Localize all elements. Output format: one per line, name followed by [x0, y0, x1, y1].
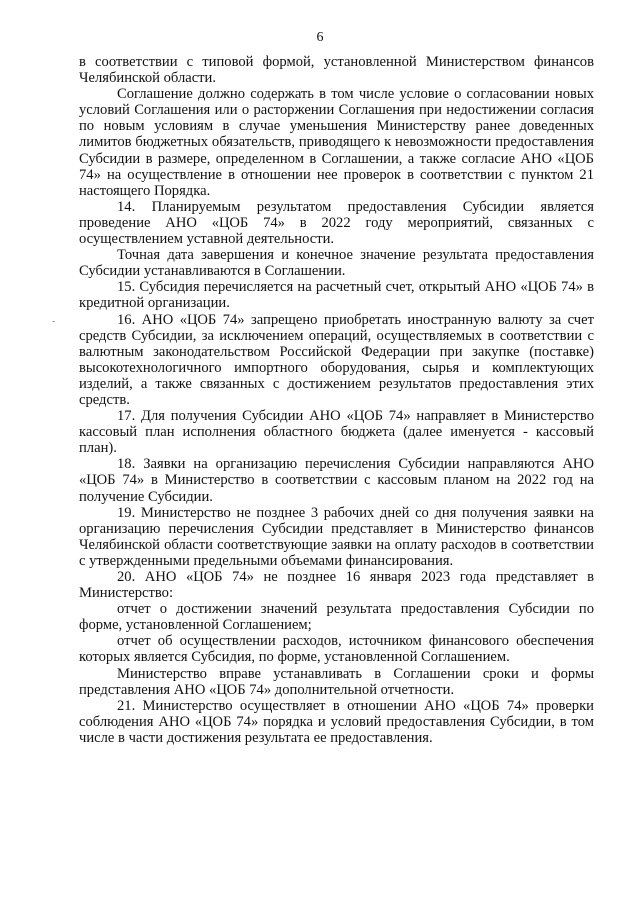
- paragraph: 15. Субсидия перечисляется на расчетный счет, открытый АНО «ЦОБ 74» в кредитной организации.: [79, 279, 594, 312]
- paragraph: 16. АНО «ЦОБ 74» запрещено приобретать иностранную валюту за счет средств Субсидии, за исключением операций, осуществляемых в соответствии с валютным законодательством Российской Федерации при закупке (поставке) высокотехнологичного импортного оборудования, сырья и комплектующих изделий, а также связанных с достижением результатов предоставления этих средств.: [79, 311, 594, 408]
- paragraph: 21. Министерство осуществляет в отношении АНО «ЦОБ 74» проверки соблюдения АНО «ЦОБ 74» порядка и условий предоставления Субсидии, в том числе в части достижения результата ее предоставления.: [79, 697, 594, 746]
- paragraph: 18. Заявки на организацию перечисления Субсидии направляются АНО «ЦОБ 74» в Министерство в соответствии с кассовым планом на 2022 год на получение Субсидии.: [79, 456, 594, 505]
- paragraph: 14. Планируемым результатом предоставления Субсидии является проведение АНО «ЦОБ 74» в 2022 году мероприятий, связанных с осуществлением уставной деятельности.: [79, 198, 594, 248]
- paragraph: 20. АНО «ЦОБ 74» не позднее 16 января 2023 года представляет в Министерство:: [79, 569, 594, 602]
- paragraph: в соответствии с типовой формой, установленной Министерством финансов Челябинской области.: [79, 54, 594, 87]
- paragraph: отчет об осуществлении расходов, источником финансового обеспечения которых является Субсидия, по форме, установленной Соглашением.: [79, 633, 594, 666]
- paragraph: Точная дата завершения и конечное значение результата предоставления Субсидии устанавливаются в Соглашении.: [79, 247, 594, 280]
- paragraph: Соглашение должно содержать в том числе условие о согласовании новых условий Соглашения или о расторжении Соглашения при недостижении согласия по новым условиям в случае уменьшения Министерству ранее доведенных лимитов бюджетных обязательств, приводящего к невозможности предоставления Субсидии в размере, определенном в Соглашении, а также согласие АНО «ЦОБ 74» на осуществление в отношении нее проверок в соответствии с пунктом 21 настоящего Порядка.: [79, 86, 594, 199]
- paragraph: отчет о достижении значений результата предоставления Субсидии по форме, установленной Соглашением;: [79, 601, 594, 634]
- paragraph: Министерство вправе устанавливать в Соглашении сроки и формы представления АНО «ЦОБ 74» дополнительной отчетности.: [79, 665, 594, 698]
- paragraph: 17. Для получения Субсидии АНО «ЦОБ 74» направляет в Министерство кассовый план исполнения областного бюджета (далее именуется - кассовый план).: [79, 408, 594, 457]
- document-body: [79, 54, 594, 746]
- page-number: 6: [316, 30, 324, 45]
- paragraph: 19. Министерство не позднее 3 рабочих дней со дня получения заявки на организацию перечисления Субсидии представляет в Министерство финансов Челябинской области соответствующие заявки на оплату расходов в соответствии с утвержденными предельными объемами финансирования.: [79, 504, 594, 569]
- margin-mark: -: [52, 316, 56, 327]
